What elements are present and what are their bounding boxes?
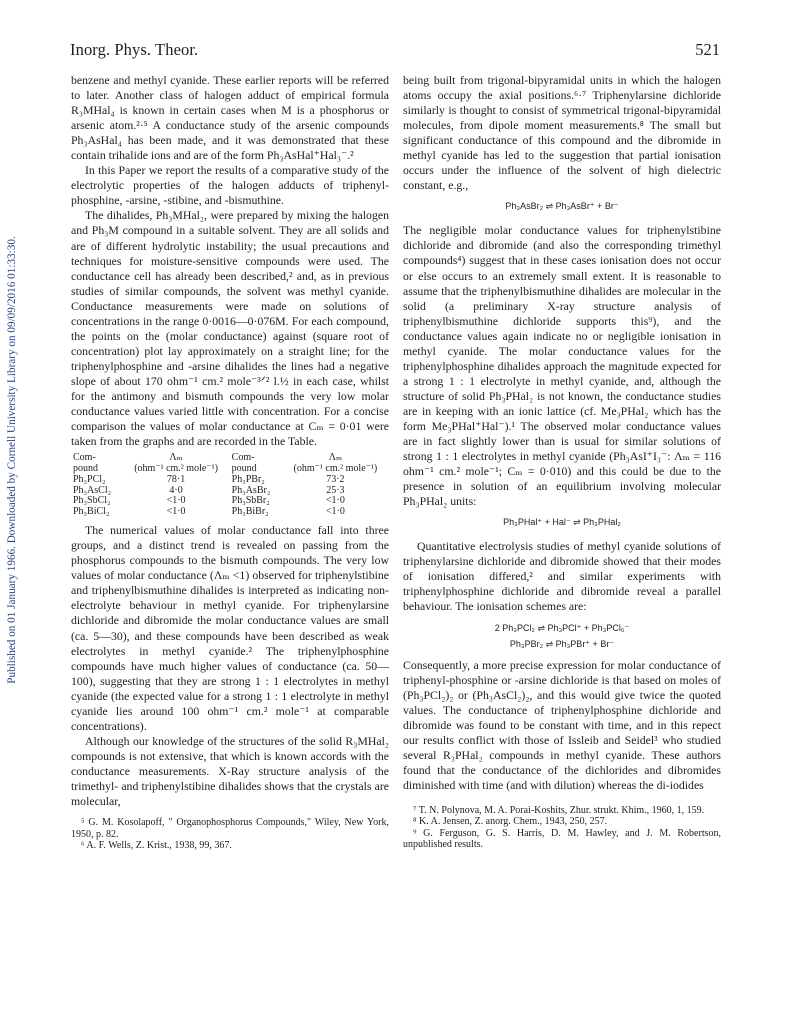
footnote: ⁵ G. M. Kosolapoff, " Organophosphorus Compounds," Wiley, New York, 1950, p. 82. — [71, 817, 389, 840]
left-column — [71, 73, 389, 852]
right-column — [403, 73, 721, 851]
equation: Ph₃PBr₂ ⇌ Ph₃PBr⁺ + Br⁻ — [509, 638, 615, 649]
table-cell: Ph₃PCl₂ — [73, 474, 106, 486]
footnotes — [71, 817, 389, 852]
footnote: ⁹ G. Ferguson, G. S. Harris, D. M. Hawley, and J. M. Robertson, unpublished results. — [403, 827, 721, 851]
paragraph: The negligible molar conductance values for triphenylstibine dichloride and dibromide (and also the corresponding trimethyl compounds⁴) suggest that in these cases ionisation does not occur or else occurs to an extremely small extent. It is reasonable to assume that the triphenylbismuthine dihalides are molecular in the solid (a preliminary X-ray structure analysis of triphenylbismuthine dichloride supports this⁹), and the conductance values again indicate no or negligible ionisation in methyl cyanide. The molar conductance values for the triphenylphosphine dihalides approach the magnitude expected for a strong 1 : 1 electrolyte in methyl cyanide, and, although the structure of solid Ph₃PHal₂ is not known, the conductance studies are in keeping with an ionic lattice (cf. Me₃PHal₂ which has the form Me₃PHal⁺Hal⁻).¹ The observed molar conductance values are in fact slightly lower than is usual for similar solutions of strong 1 : 1 electrolytes in methyl cyanide (Ph₃AsI⁺I₃⁻: Λₘ = 116 ohm⁻¹ cm.² mole⁻¹; Cₘ = 0·010) and this could be due to the presence in solution of an equilibrium involving molecular Ph₃PHal₂ units: — [403, 223, 721, 509]
table-cell: 25·3 — [326, 484, 345, 496]
table-cell: <1·0 — [166, 505, 186, 517]
footnote: ⁶ A. F. Wells, Z. Krist., 1938, 99, 367. — [81, 840, 232, 852]
table-cell: Ph₃SbCl₂ — [73, 495, 111, 507]
table-cell: 4·0 — [169, 484, 183, 496]
paragraph: In this Paper we report the results of a comparative study of the electrolytic properties of the halogen adducts of triphenyl-phosphine, -arsine, -stibine, and -bismuthine. — [71, 163, 389, 208]
paragraph: The dihalides, Ph₃MHal₂, were prepared by mixing the halogen and Ph₃M compound in a suitable solvent. They are all solids and are of different hydrolytic instability; the usual precautions and techniques for moisture-sensitive compounds were used. The conductance cell has already been described,² and, as in previous studies of similar compounds, the solvent was methyl cyanide. Conductance measurements were made on solutions of concentrations in the range 0·0016—0·076M. For each compound, the points on the (molar conductance) against (square root of concentration) plot lay approximately on a straight line; for the triphenylphosphine and -arsine dihalides the lines had a negative slope of about 170 ohm⁻¹ cm.² mole⁻³ᐟ² l.½ in each case, whilst for the antimony and bismuth compounds the very low molar conductance values varied little with concentration. For a concise comparison the values of molar conductance at Cₘ = 0·01 were taken from the graphs and are recorded in the Table. — [71, 208, 389, 449]
page-number: 521 — [695, 40, 720, 59]
journal-title: Inorg. Phys. Theor. — [70, 40, 199, 59]
table-header-lambda: Λₘ (ohm⁻¹ cm.² mole⁻¹) — [134, 452, 218, 474]
table-cell: Ph₃AsCl₂ — [73, 484, 112, 496]
paragraph: Consequently, a more precise expression for molar conductance of triphenyl-phosphine or -arsine dichloride is that based on moles of (Ph₃PCl₂)₂ or (Ph₃AsCl₂)₂, and this would give twice the quoted values. The conductance of triphenylphosphine dichloride and dibromide was found to be constant with time, and in this repect our results conflict with those of Issleib and Seidel³ who studied several R₃PHal₂ compounds in methyl cyanide. These authors found that the conductance of the dichlorides and dibromides diminished with time (and with dilution) whereas the di-iodides — [403, 657, 721, 792]
table-cell: 73·2 — [326, 474, 345, 486]
footnote: ⁷ T. N. Polynova, M. A. Porai-Koshits, Zhur. strukt. Khim., 1960, 1, 159. — [413, 804, 705, 816]
table-header-lambda: Λₘ (ohm⁻¹ cm.² mole⁻¹) — [293, 452, 378, 474]
conductance-table — [71, 453, 389, 517]
table-cell: <1·0 — [166, 495, 186, 507]
table-cell: Ph₃PBr₂ — [231, 474, 265, 486]
footnote: ⁸ K. A. Jensen, Z. anorg. Chem., 1943, 250, 257. — [413, 816, 608, 828]
table-cell: Ph₃SbBr₂ — [231, 495, 270, 507]
footnotes — [403, 805, 721, 851]
table-row — [71, 507, 389, 518]
table-header-row — [71, 453, 389, 475]
download-watermark: Published on 01 January 1966. Downloaded by Cornell University Library on 09/09/2016 01:33:30. — [6, 236, 18, 684]
paragraph: Although our knowledge of the structures of the solid R₃MHal₂ compounds is not extensive, that which is known accords with the conductance measurements. X-Ray structure analysis of the trimethyl- and triphenylstibine dihalides shows that the crystals are molecular, — [71, 733, 389, 809]
table-cell: Ph₃BiCl₂ — [73, 505, 110, 517]
table-header-compound: Com- pound — [73, 452, 98, 474]
paragraph: The numerical values of molar conductance fall into three groups, and a distinct trend is revealed on passing from the phosphorus compounds to the bismuth compounds. The very low values of molar conductance (Λₘ <1) observed for triphenylstibine and triphenylbismuthine dihalides is interpreted as indicating non-electrolyte behaviour in methyl cyanide. For triphenylarsine dichloride and dibromide the molar conductance values are small (ca. 5—30), and these compounds have been described as weak electrolytes in methyl cyanide.² The triphenylphosphine compounds have much higher values of conductance (ca. 50—100), suggesting that they are strong 1 : 1 electrolytes in methyl cyanide (the expected value for a strong 1 : 1 electrolyte in methyl cyanide lies around 100 ohm⁻¹ cm.² mole⁻¹ at comparable concentrations). — [71, 523, 389, 733]
table-cell: Ph₃AsBr₂ — [231, 484, 271, 496]
page-header — [70, 40, 720, 62]
table-cell: 78·1 — [166, 474, 186, 486]
table-header-compound: Com- pound — [231, 452, 257, 474]
table-cell: Ph₃BiBr₂ — [231, 505, 269, 517]
table-cell: <1·0 — [325, 495, 345, 507]
table-cell: <1·0 — [325, 505, 345, 517]
paragraph: Quantitative electrolysis studies of methyl cyanide solutions of triphenylarsine dichloride and dibromide showed that their modes of ionisation differed,² and similar experiments with triphenylphosphine dichloride and dibromide reveal a parallel behaviour. The ionisation schemes are: — [403, 539, 721, 614]
paragraph: being built from trigonal-bipyramidal units in which the halogen atoms occupy the axial positions.⁶·⁷ Triphenylarsine dichloride similarly is thought to consist of symmetrical trigonal-bipyramidal molecules, from dipole moment measurements.⁸ The small but significant conductance of this compound and the dibromide in methyl cyanide has led to the suggestion that partial ionisation occurs under the influence of the solvent of high dielectric constant, e.g., — [403, 73, 721, 193]
equation: 2 Ph₃PCl₂ ⇌ Ph₃PCl⁺ + Ph₃PCl₆⁻ — [494, 622, 630, 633]
equation: Ph₃AsBr₂ ⇌ Ph₃AsBr⁺ + Br⁻ — [505, 201, 619, 212]
paragraph: benzene and methyl cyanide. These earlier reports will be referred to later. Another class of halogen adduct of empirical formula R₃MHal₄ is known in certain cases when M is a phosphorus or arsenic atom.²·⁵ A conductance study of the arsenic compounds Ph₃AsHal₄ has been made, and it was demonstrated that these contain trihalide ions and are of the form Ph₃AsHal⁺Hal₃⁻.² — [71, 73, 389, 163]
equation: Ph₃PHal⁺ + Hal⁻ ⇌ Ph₃PHal₂ — [503, 517, 621, 528]
